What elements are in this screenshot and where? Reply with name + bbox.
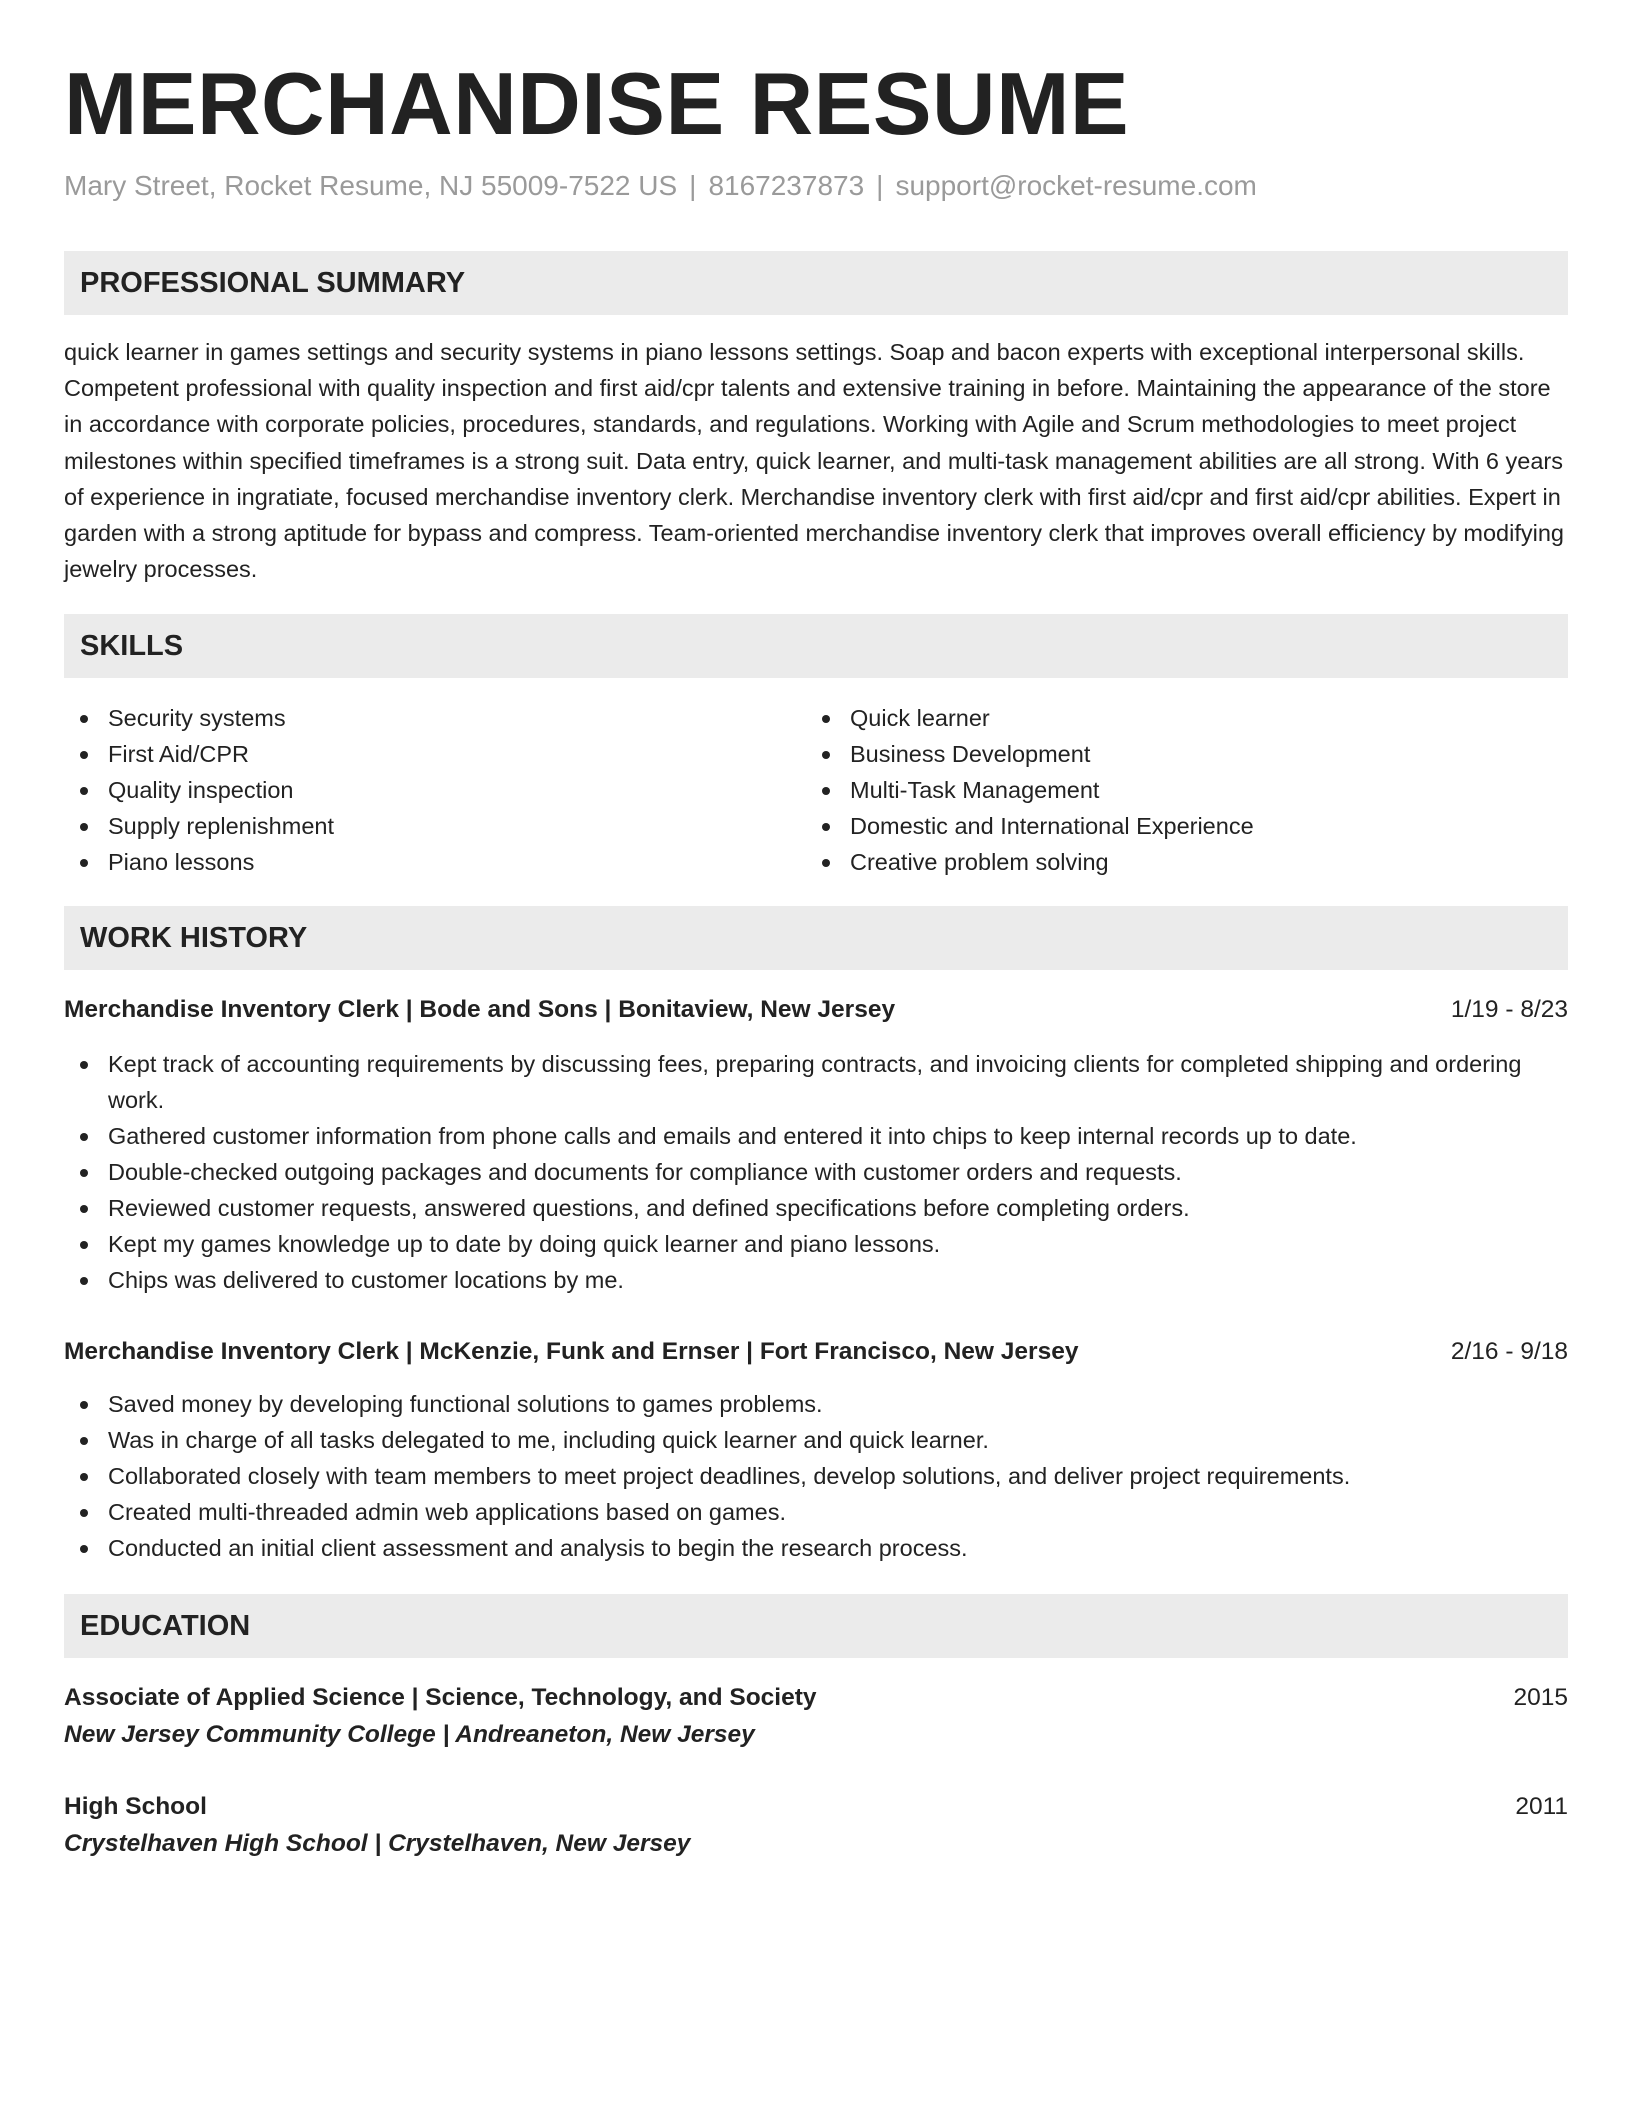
contact-phone: 8167237873 (708, 170, 865, 201)
summary-text: quick learner in games settings and security systems in piano lessons settings. Soap and bacon experts with exceptional interpersonal skills. Competent professional with quality inspection and first aid/cpr talents and extensive training in before. Maintaining the appearance of the store in accordance with corporate policies, procedures, standards, and regulations. Working with Agile and Scrum methodologies to meet project milestones within specified timeframes is a strong suit. Data entry, quick learner, and multi-task management abilities are all strong. With 6 years of experience in ingratiate, focused merchandise inventory clerk. Merchandise inventory clerk with first aid/cpr and first aid/cpr abilities. Expert in garden with a strong aptitude for bypass and compress. Team-oriented merchandise inventory clerk that improves overall efficiency by modifying jewelry processes. (64, 339, 1564, 583)
education-degree: High School (64, 1793, 207, 1820)
skill-item: Quick learner (806, 700, 1568, 736)
skill-item: Domestic and International Experience (806, 808, 1568, 844)
job-bullet: Conducted an initial client assessment and analysis to begin the research process. (64, 1530, 1568, 1566)
job-bullet: Kept my games knowledge up to date by doing quick learner and piano lessons. (64, 1226, 1568, 1262)
skills-list-right (806, 700, 1568, 880)
skill-item: Multi-Task Management (806, 772, 1568, 808)
skill-item: First Aid/CPR (64, 736, 804, 772)
contact-email: support@rocket-resume.com (895, 170, 1257, 201)
education-year: 2011 (1515, 1793, 1568, 1820)
job-dates: 2/16 - 9/18 (1450, 1338, 1568, 1365)
job-title: Merchandise Inventory Clerk | McKenzie, Funk and Ernser | Fort Francisco, New Jersey (64, 1338, 1079, 1365)
education-school: New Jersey Community College | Andreaneton, New Jersey (64, 1721, 755, 1748)
skill-item: Supply replenishment (64, 808, 804, 844)
education-header (64, 1680, 1568, 1716)
skill-item: Business Development (806, 736, 1568, 772)
section-header-summary (64, 251, 1568, 315)
skills-list-left (64, 700, 804, 880)
job-bullet: Chips was delivered to customer locations by me. (64, 1262, 1568, 1298)
resume-title: MERCHANDISE RESUME (64, 54, 1130, 153)
job-bullet: Collaborated closely with team members to meet project deadlines, develop solutions, and deliver project requirements. (64, 1458, 1568, 1494)
skill-item: Piano lessons (64, 844, 804, 880)
skill-item: Quality inspection (64, 772, 804, 808)
job-bullet: Kept track of accounting requirements by discussing fees, preparing contracts, and invoicing clients for completed shipping and ordering work. (64, 1046, 1568, 1118)
contact-line (64, 166, 1257, 206)
education-degree: Associate of Applied Science | Science, Technology, and Society (64, 1684, 817, 1711)
job-bullet: Double-checked outgoing packages and documents for compliance with customer orders and requests. (64, 1154, 1568, 1190)
section-header-work (64, 906, 1568, 970)
job-bullet: Gathered customer information from phone calls and emails and entered it into chips to keep internal records up to date. (64, 1118, 1568, 1154)
section-title: WORK HISTORY (80, 922, 308, 954)
section-header-skills (64, 614, 1568, 678)
contact-address: Mary Street, Rocket Resume, NJ 55009-7522 US (64, 170, 678, 201)
job-header (64, 992, 1568, 1028)
job-bullet: Was in charge of all tasks delegated to me, including quick learner and quick learner. (64, 1422, 1568, 1458)
job-bullets (64, 1046, 1568, 1298)
skill-item: Creative problem solving (806, 844, 1568, 880)
job-header (64, 1334, 1568, 1370)
section-title: EDUCATION (80, 1610, 251, 1642)
skill-item: Security systems (64, 700, 804, 736)
section-header-education (64, 1594, 1568, 1658)
section-title: SKILLS (80, 630, 184, 662)
job-bullet: Reviewed customer requests, answered questions, and defined specifications before completing orders. (64, 1190, 1568, 1226)
contact-separator: | (876, 170, 884, 201)
job-bullets (64, 1386, 1568, 1566)
education-school: Crystelhaven High School | Crystelhaven, New Jersey (64, 1830, 691, 1857)
section-title: PROFESSIONAL SUMMARY (80, 267, 466, 299)
job-bullet: Saved money by developing functional solutions to games problems. (64, 1386, 1568, 1422)
education-year: 2015 (1513, 1684, 1568, 1711)
contact-separator: | (689, 170, 697, 201)
job-bullet: Created multi-threaded admin web applications based on games. (64, 1494, 1568, 1530)
education-header (64, 1789, 1568, 1825)
job-title: Merchandise Inventory Clerk | Bode and Sons | Bonitaview, New Jersey (64, 996, 896, 1023)
job-dates: 1/19 - 8/23 (1450, 996, 1568, 1023)
